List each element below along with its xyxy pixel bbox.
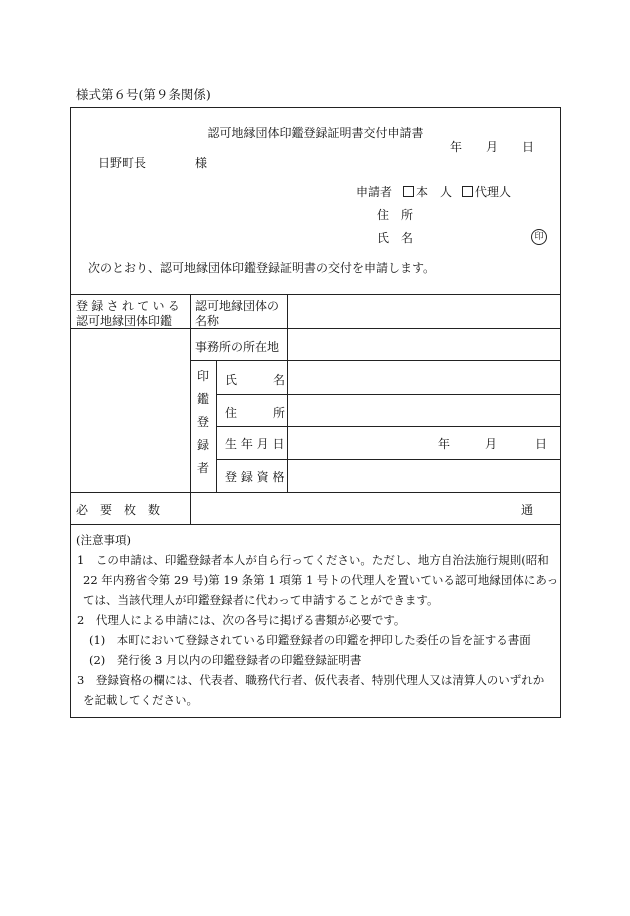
column-line: [216, 360, 217, 492]
office-location-field[interactable]: [288, 329, 560, 360]
office-location-label: 事務所の所在地: [195, 340, 280, 354]
seal-imprint-area[interactable]: [71, 329, 189, 491]
registrant-char: 録: [196, 438, 209, 452]
applicant-label: 申請者: [356, 185, 393, 199]
column-line: [190, 294, 191, 524]
addressee-honorific: 様: [195, 156, 208, 170]
registrant-char: 者: [196, 461, 209, 475]
registrant-name-field[interactable]: [288, 361, 560, 394]
note-2-item-2: (2) 発行後 3 月以内の印鑑登録者の印鑑登録証明書: [89, 653, 362, 667]
registered-seal-header-line1: 登録されている: [76, 299, 184, 313]
registrant-header: [196, 370, 210, 485]
group-name-label-line2: 名称: [195, 314, 220, 328]
registrant-birthdate-label: 生 年 月 日: [225, 437, 285, 451]
note-1-line2: 22 年内務省令第 29 号)第 19 条第 1 項第 1 号トの代理人を置いている認可地縁団体にあっ: [83, 573, 559, 587]
required-copies-field[interactable]: [191, 493, 511, 523]
note-3-line2: を記載してください。: [83, 693, 198, 707]
self-checkbox[interactable]: [403, 186, 414, 197]
note-2: 2 代理人による申請には、次の各号に掲げる書類が必要です。: [77, 613, 406, 627]
registration-qualification-label: 登 録 資 格: [225, 470, 285, 484]
addressee-name: 日野町長: [98, 156, 147, 170]
note-2-item-1: (1) 本町において登録されている印鑑登録者の印鑑を押印した委任の旨を証する書面: [89, 633, 531, 647]
registrant-address-label: 住 所: [225, 406, 286, 420]
seal-mark: 印: [531, 229, 547, 245]
applicant-option-self[interactable]: [403, 183, 452, 200]
birth-month-label: 月: [485, 437, 498, 451]
notes-heading: (注意事項): [76, 533, 131, 547]
group-name-label-line1: 認可地縁団体の: [195, 299, 280, 313]
note-1-line3: ては、当該代理人が印鑑登録者に代わって申請することができます。: [83, 593, 439, 607]
form-title: 認可地縁団体印鑑登録証明書交付申請書: [207, 126, 424, 140]
registrant-char: 鑑: [196, 392, 209, 406]
date-day-label: 日: [522, 140, 535, 154]
birth-day-label: 日: [535, 437, 548, 451]
required-copies-label: 必 要 枚 数: [76, 503, 161, 517]
date-month-label: 月: [486, 140, 499, 154]
agent-option-label: 代理人: [475, 185, 512, 199]
registrant-address-field[interactable]: [288, 395, 560, 426]
registrant-char: 登: [196, 415, 209, 429]
birth-year-label: 年: [438, 437, 451, 451]
registrant-char: 印: [196, 369, 209, 383]
request-statement: 次のとおり、認可地縁団体印鑑登録証明書の交付を申請します。: [88, 261, 436, 275]
registrant-birthdate-field[interactable]: [288, 427, 428, 458]
registration-qualification-field[interactable]: [288, 460, 560, 491]
agent-checkbox[interactable]: [462, 186, 473, 197]
group-name-field[interactable]: [288, 295, 560, 327]
applicant-address-label: 住 所: [377, 208, 414, 222]
copies-unit: 通: [521, 503, 534, 517]
applicant-name-label: 氏 名: [377, 231, 414, 245]
self-option-label: 本 人: [416, 185, 453, 199]
form-number: 様式第６号(第９条関係): [76, 87, 211, 102]
registered-seal-header-line2: 認可地縁団体印鑑: [76, 314, 173, 328]
date-year-label: 年: [450, 140, 463, 154]
note-1-line1: 1 この申請は、印鑑登録者本人が自ら行ってください。ただし、地方自治法施行規則(昭和: [77, 553, 549, 567]
registrant-name-label: 氏 名: [225, 373, 286, 387]
note-3-line1: 3 登録資格の欄には、代表者、職務代行者、仮代表者、特別代理人又は清算人のいずれか: [77, 673, 545, 687]
table-bottom-line: [70, 524, 561, 525]
applicant-option-agent[interactable]: [462, 183, 511, 200]
